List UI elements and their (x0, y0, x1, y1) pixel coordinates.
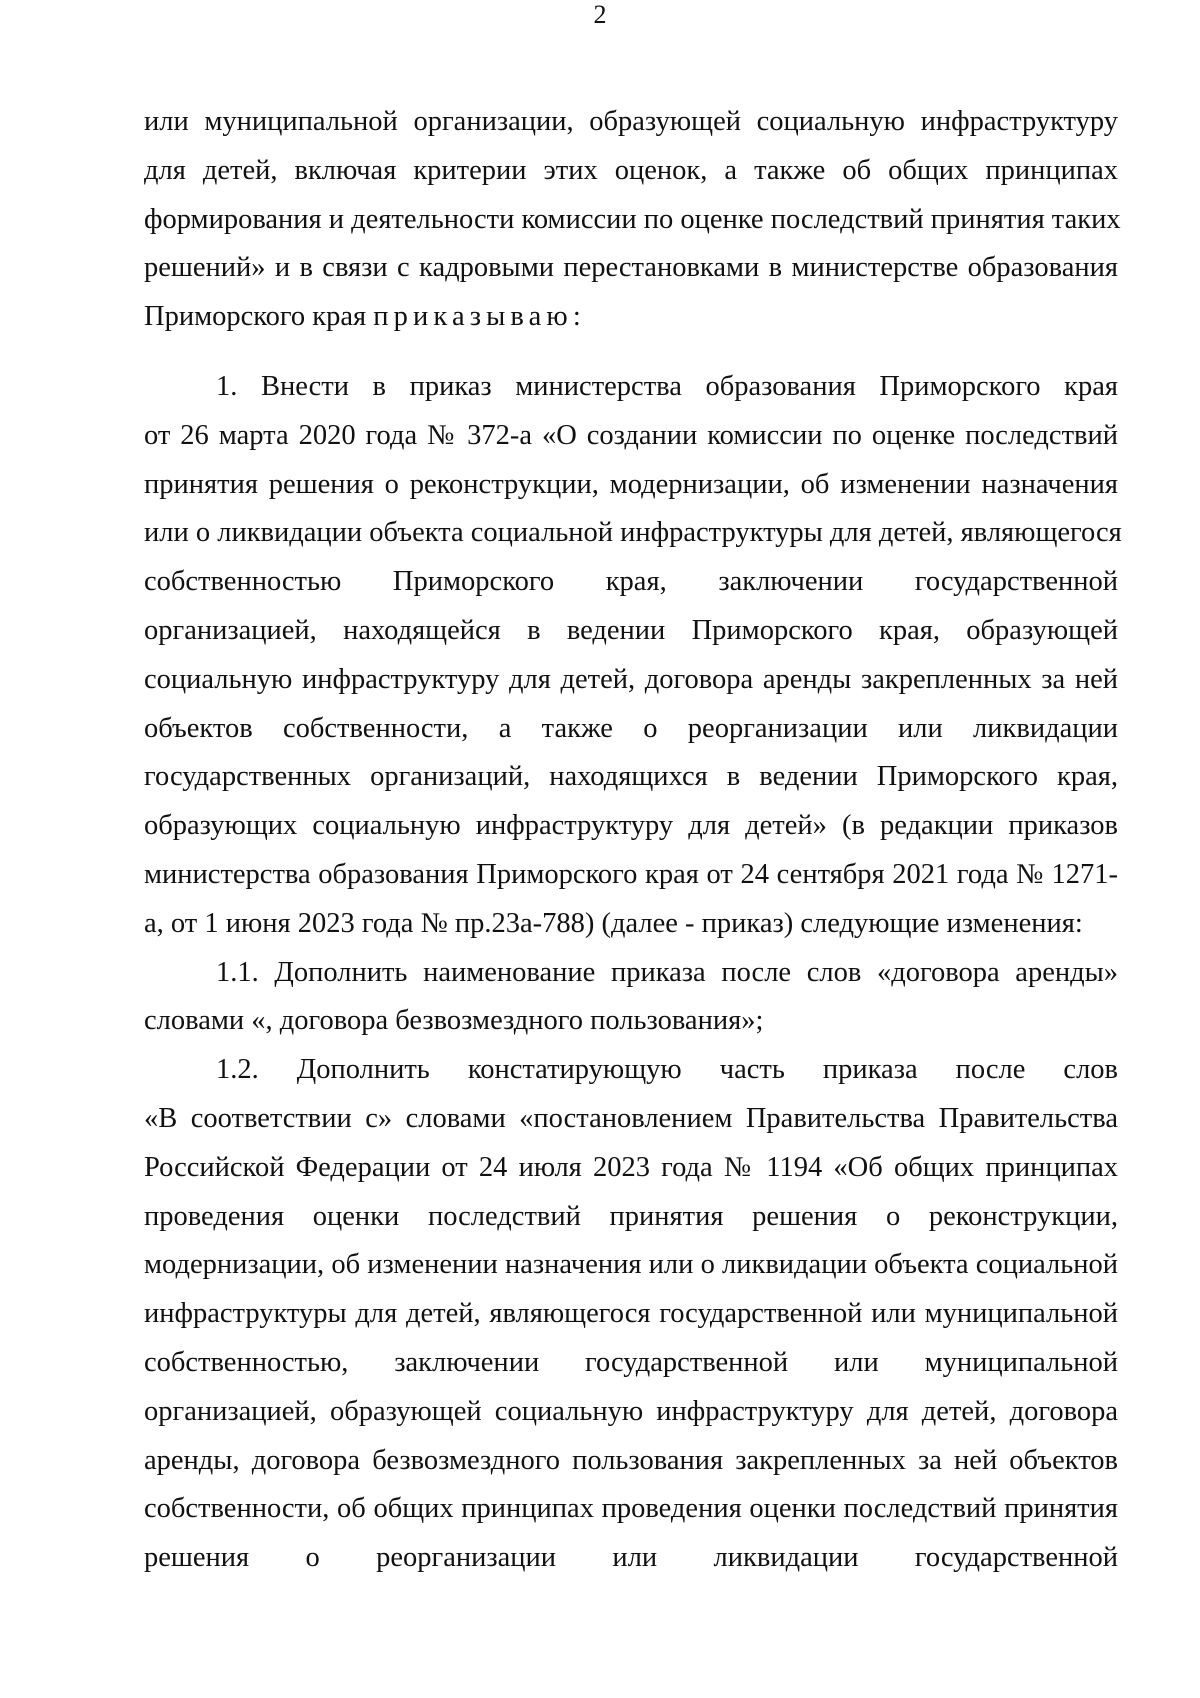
text-line: или о ликвидации объекта социальной инфраструктуры для детей, являющегося (144, 517, 1122, 549)
item-1-2-paragraph (144, 1046, 1118, 1583)
text-line: словами «, договора безвозмездного пользования»; (144, 1005, 764, 1037)
text-line: 1.1. Дополнить наименование приказа после слов «договора аренды» (216, 956, 1118, 988)
text-line: для детей, включая критерии этих оценок, а также об общих принципах (144, 154, 1118, 186)
text-line: проведения оценки последствий принятия решения о реконструкции, (144, 1200, 1118, 1232)
text-line: социальную инфраструктуру для детей, договора аренды закрепленных за ней (144, 663, 1118, 695)
intro-paragraph (144, 98, 1121, 342)
text-line: принятия решения о реконструкции, модернизации, об изменении назначения (144, 468, 1118, 500)
text-line: 1.2. Дополнить констатирующую часть приказа после слов (216, 1054, 1118, 1086)
text-line: 1. Внести в приказ министерства образования Приморского края (216, 370, 1118, 402)
text-line: а, от 1 июня 2023 года № пр.23а-788) (далее - приказ) следующие изменения: (144, 907, 1083, 939)
text-line (144, 293, 1118, 342)
text-line: собственностью Приморского края, заключении государственной (144, 566, 1118, 598)
item-1-paragraph (144, 363, 1122, 949)
text-line: объектов собственности, а также о реорганизации или ликвидации (144, 712, 1118, 744)
order-word: приказываю: (373, 301, 586, 333)
text-line: решения о реорганизации или ликвидации государственной (144, 1542, 1118, 1574)
text-line: организацией, образующей социальную инфраструктуру для детей, договора (144, 1395, 1118, 1427)
paragraph-gap (144, 342, 1118, 363)
text-line: «В соответствии с» словами «постановлением Правительства Правительства (144, 1102, 1118, 1134)
text-line: решений» и в связи с кадровыми перестановками в министерстве образования (144, 252, 1118, 284)
text-line: государственных организаций, находящихся в ведении Приморского края, (144, 761, 1118, 793)
text-fragment: Приморского края (144, 301, 367, 333)
text-line: организацией, находящейся в ведении Приморского края, образующей (144, 614, 1118, 646)
text-line: модернизации, об изменении назначения или о ликвидации объекта социальной (144, 1249, 1118, 1281)
text-line: от 26 марта 2020 года № 372-а «О создании комиссии по оценке последствий (144, 419, 1118, 451)
text-line: собственности, об общих принципах проведения оценки последствий принятия (144, 1493, 1118, 1525)
text-line: формирования и деятельности комиссии по оценке последствий принятия таких (144, 203, 1121, 235)
text-line: собственностью, заключении государственной или муниципальной (144, 1346, 1118, 1378)
text-line: инфраструктуры для детей, являющегося государственной или муниципальной (144, 1298, 1118, 1330)
page-number: 2 (593, 0, 607, 29)
item-1-1-paragraph (144, 949, 1118, 1047)
text-line: или муниципальной организации, образующей социальную инфраструктуру (144, 106, 1118, 137)
text-line: образующих социальную инфраструктуру для детей» (в редакции приказов (144, 810, 1118, 842)
document-body (144, 98, 1122, 1583)
text-line: аренды, договора безвозмездного пользования закрепленных за ней объектов (144, 1444, 1118, 1476)
text-line: Российской Федерации от 24 июля 2023 года № 1194 «Об общих принципах (144, 1151, 1118, 1183)
text-line: министерства образования Приморского края от 24 сентября 2021 года № 1271- (144, 858, 1118, 890)
